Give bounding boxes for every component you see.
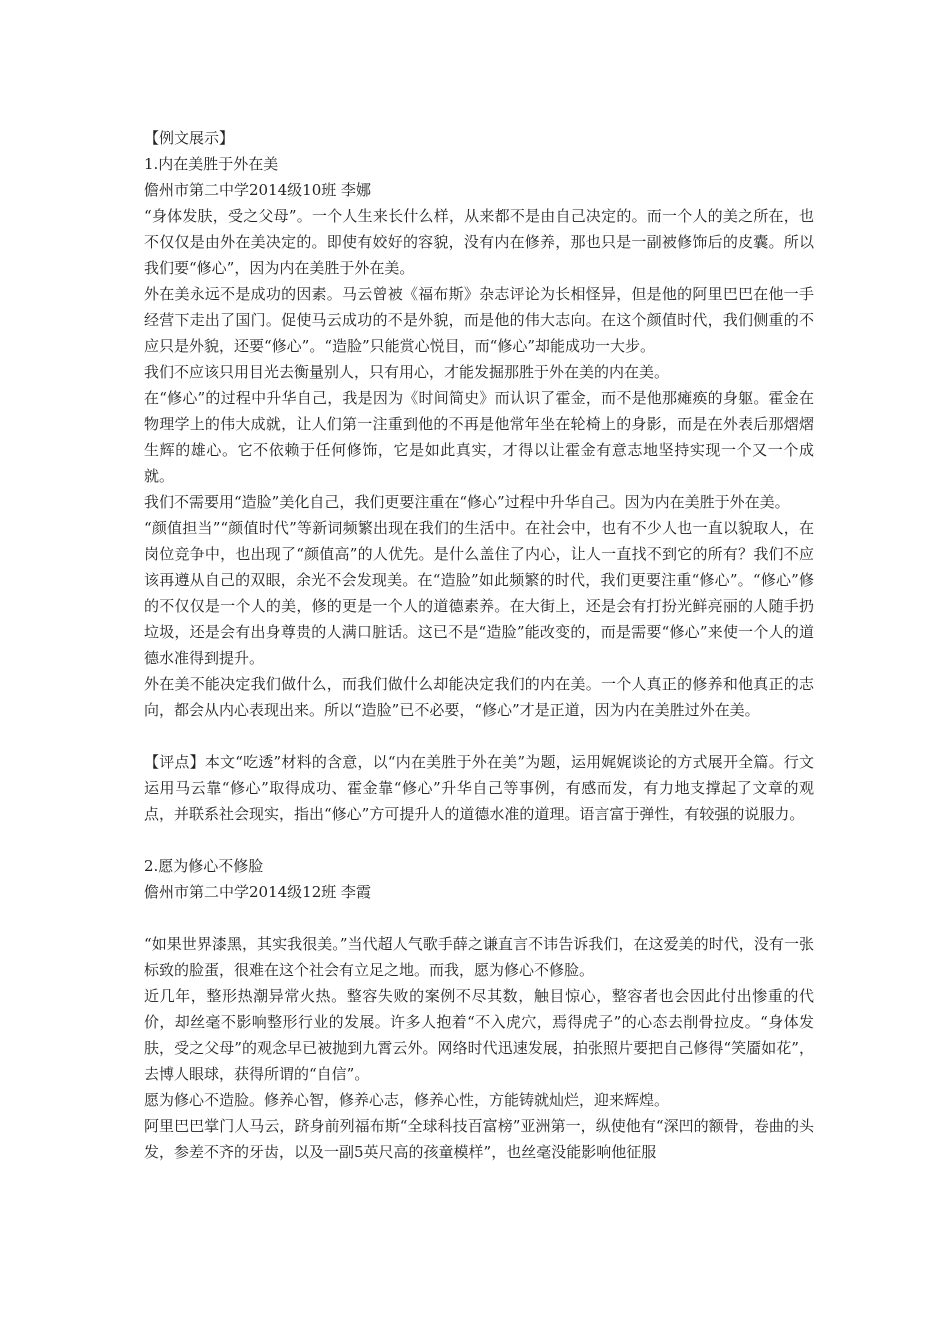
spacer	[144, 905, 814, 931]
essay1-byline: 儋州市第二中学2014级10班 李娜	[144, 181, 372, 199]
essay1-comment: 【评点】本文“吃透”材料的含意，以“内在美胜于外在美”为题，运用娓娓谈论的方式展开全篇。行文运用马云靠“修心”取得成功、霍金靠“修心”升华自己等事例，有感而发，有力地支撑起了文章的观点，并联系社会现实，指出“修心”方可提升人的道德水准的道理。语言富于弹性，有较强的说服力。	[144, 753, 814, 823]
essay1-paragraph-1: “身体发肤，受之父母”。一个人生来长什么样，从来都不是由自己决定的。而一个人的美之所在，也不仅仅是由外在美决定的。即使有姣好的容貌，没有内在修养，那也只是一副被修饰后的皮囊。所以我们要“修心”，因为内在美胜于外在美。	[144, 207, 814, 277]
essay2-byline: 儋州市第二中学2014级12班 李霞	[144, 883, 372, 901]
essay2-paragraph-1: “如果世界漆黑，其实我很美。”当代超人气歌手薛之谦直言不讳告诉我们，在这爱美的时代，没有一张标致的脸蛋，很难在这个社会有立足之地。而我，愿为修心不修脸。	[144, 935, 814, 979]
essay2-title: 2.愿为修心不修脸	[144, 857, 264, 875]
section-heading: 【例文展示】	[144, 129, 235, 147]
essay1-paragraph-5: 我们不需要用“造脸”美化自己，我们更要注重在“修心”过程中升华自己。因为内在美胜于外在美。	[144, 493, 790, 511]
essay1-paragraph-2: 外在美永远不是成功的因素。马云曾被《福布斯》杂志评论为长相怪异，但是他的阿里巴巴在他一手经营下走出了国门。促使马云成功的不是外貌，而是他的伟大志向。在这个颜值时代，我们侧重的不应只是外貌，还要“修心”。“造脸”只能赏心悦目，而“修心”却能成功一大步。	[144, 285, 814, 355]
document-page	[144, 125, 814, 1165]
essay1-paragraph-4: 在“修心”的过程中升华自己，我是因为《时间简史》而认识了霍金，而不是他那瘫痪的身躯。霍金在物理学上的伟大成就，让人们第一注重到他的不再是他常年坐在轮椅上的身影，而是在外表后那熠熠生辉的雄心。它不依赖于任何修饰，它是如此真实，才得以让霍金有意志地坚持实现一个又一个成就。	[144, 389, 814, 485]
essay2-paragraph-2: 近几年，整形热潮异常火热。整容失败的案例不尽其数，触目惊心，整容者也会因此付出惨重的代价，却丝毫不影响整形行业的发展。许多人抱着“不入虎穴，焉得虎子”的心态去削骨拉皮。“身体发肤，受之父母”的观念早已被抛到九霄云外。网络时代迅速发展，拍张照片要把自己修得“笑靥如花”，去博人眼球，获得所谓的“自信”。	[144, 987, 814, 1083]
essay1-paragraph-3: 我们不应该只用目光去衡量别人，只有用心，才能发掘那胜于外在美的内在美。	[144, 363, 670, 381]
essay1-paragraph-6: “颜值担当”“颜值时代”等新词频繁出现在我们的生活中。在社会中，也有不少人也一直以貌取人，在岗位竞争中，也出现了“颜值高”的人优先。是什么盖住了内心，让人一直找不到它的所有？我们不应该再遵从自己的双眼，余光不会发现美。在“造脸”如此频繁的时代，我们更要注重“修心”。“修心”修的不仅仅是一个人的美，修的更是一个人的道德素养。在大街上，还是会有打扮光鲜亮丽的人随手扔垃圾，还是会有出身尊贵的人满口脏话。这已不是“造脸”能改变的，而是需要“修心”来使一个人的道德水准得到提升。	[144, 519, 814, 667]
essay1-title: 1.内在美胜于外在美	[144, 155, 279, 173]
essay2-paragraph-3: 愿为修心不造脸。修养心智，修养心志，修养心性，方能铸就灿烂，迎来辉煌。	[144, 1091, 670, 1109]
essay2-paragraph-4: 阿里巴巴掌门人马云，跻身前列福布斯“全球科技百富榜”亚洲第一，纵使他有“深凹的额骨，卷曲的头发，参差不齐的牙齿，以及一副5英尺高的孩童模样”，也丝毫没能影响他征服	[144, 1117, 814, 1161]
spacer	[144, 827, 814, 853]
essay1-paragraph-7: 外在美不能决定我们做什么，而我们做什么却能决定我们的内在美。一个人真正的修养和他真正的志向，都会从内心表现出来。所以“造脸”已不必要，“修心”才是正道，因为内在美胜过外在美。	[144, 675, 814, 719]
spacer	[144, 723, 814, 749]
